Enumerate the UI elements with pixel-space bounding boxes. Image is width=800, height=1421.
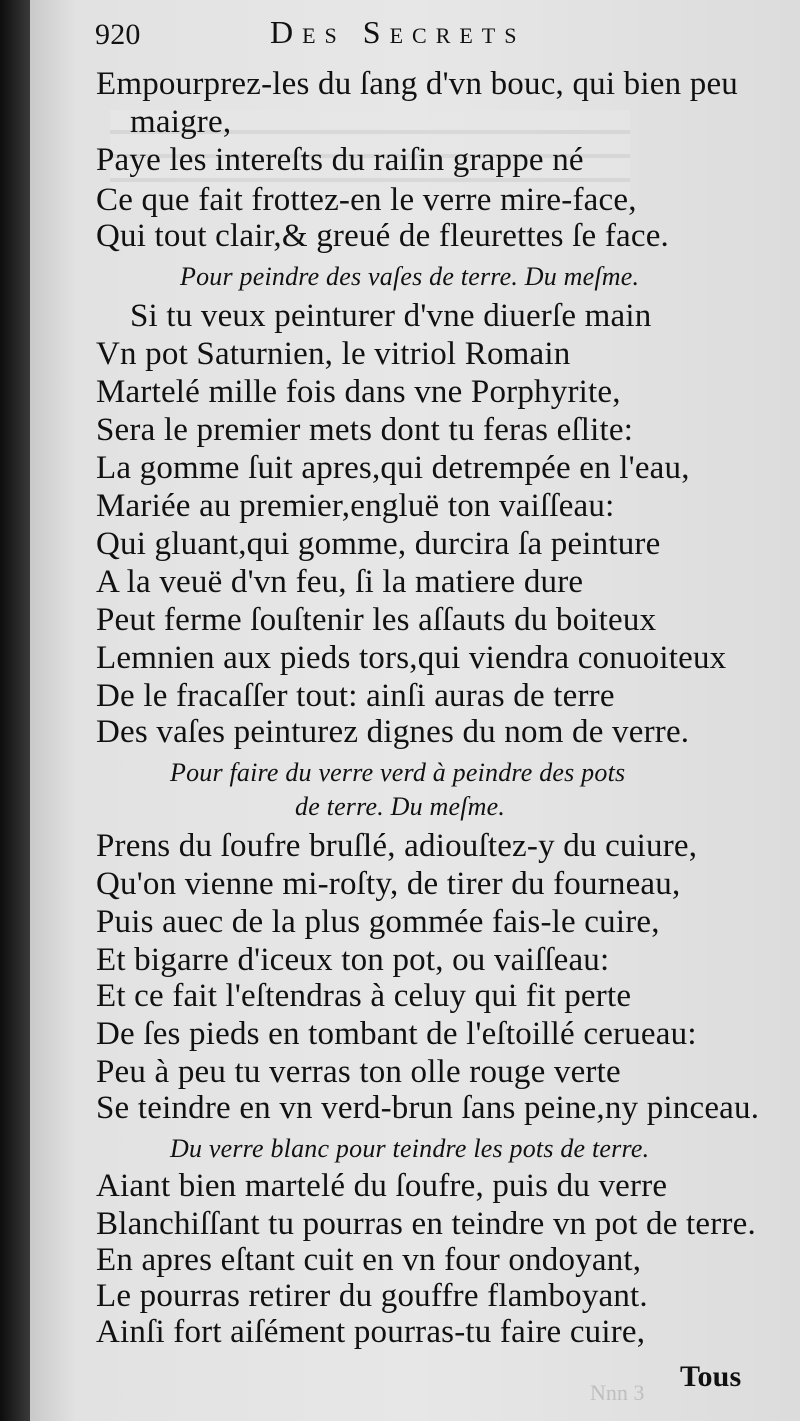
verse-line: Prens du ſoufre bruſlé, adiouſtez-y du cuiure,	[96, 828, 698, 864]
catchword: Tous	[680, 1360, 742, 1393]
verse-line: Ainſi fort aiſément pourras-tu faire cuire,	[96, 1314, 646, 1350]
running-title: Des Secrets	[270, 14, 526, 50]
verse-line: Qu'on vienne mi-roſty, de tirer du fourneau,	[96, 866, 681, 902]
section-heading: Pour peindre des vaſes de terre. Du meſme.	[180, 262, 640, 291]
section-heading: de terre. Du meſme.	[295, 792, 506, 821]
book-page	[30, 0, 800, 1421]
verse-line: Martelé mille fois dans vne Porphyrite,	[96, 374, 621, 410]
verse-line: Vn pot Saturnien, le vitriol Romain	[96, 336, 571, 372]
page-gutter-shadow	[0, 0, 30, 1421]
verse-line: Se teindre en vn verd-brun ſans peine,ny pinceau.	[96, 1090, 760, 1126]
verse-line: Lemnien aux pieds tors,qui viendra conuoiteux	[96, 640, 727, 676]
section-heading: Pour faire du verre verd à peindre des pots	[170, 758, 626, 787]
verse-line: Qui gluant,qui gomme, durcira ſa peinture	[96, 526, 661, 562]
verse-line: Puis auec de la plus gommée fais-le cuire,	[96, 904, 660, 940]
verse-line: De ſes pieds en tombant de l'eſtoillé cerueau:	[96, 1016, 697, 1052]
verse-line: De le fracaſſer tout: ainſi auras de terre	[96, 678, 615, 714]
verse-line: Paye les intereſts du raiſin grappe né	[96, 142, 584, 178]
verse-line: Et bigarre d'iceux ton pot, ou vaiſſeau:	[96, 942, 610, 978]
verse-line: Peut ferme ſouſtenir les aſſauts du boiteux	[96, 602, 657, 638]
verse-line: Peu à peu tu verras ton olle rouge verte	[96, 1054, 621, 1090]
signature-mark: Nnn 3	[590, 1380, 645, 1405]
verse-line: Mariée au premier,engluë ton vaiſſeau:	[96, 488, 615, 524]
verse-line: Et ce fait l'eſtendras à celuy qui fit perte	[96, 978, 632, 1014]
verse-line: Des vaſes peinturez dignes du nom de verre.	[96, 714, 690, 750]
verse-line: maigre,	[130, 104, 232, 140]
verse-line: A la veuë d'vn feu, ſi la matiere dure	[96, 564, 584, 600]
verse-line: Sera le premier mets dont tu feras eſlite:	[96, 412, 634, 448]
verse-line: Aiant bien martelé du ſoufre, puis du verre	[96, 1168, 668, 1204]
verse-line: Blanchiſſant tu pourras en teindre vn pot de terre.	[96, 1206, 756, 1242]
verse-line: La gomme ſuit apres,qui detrempée en l'eau,	[96, 450, 690, 486]
verse-line: Ce que fait frottez-en le verre mire-face,	[96, 182, 637, 218]
section-heading: Du verre blanc pour teindre les pots de terre.	[170, 1134, 650, 1163]
verse-line: Qui tout clair,& greué de fleurettes ſe face.	[96, 218, 669, 254]
verse-line: Empourprez-les du ſang d'vn bouc, qui bien peu	[96, 66, 738, 102]
verse-line: En apres eſtant cuit en vn four ondoyant,	[96, 1242, 642, 1278]
verse-line: Si tu veux peinturer d'vne diuerſe main	[130, 298, 652, 334]
verse-line: Le pourras retirer du gouffre flamboyant.	[96, 1278, 648, 1314]
page-number: 920	[95, 18, 141, 51]
